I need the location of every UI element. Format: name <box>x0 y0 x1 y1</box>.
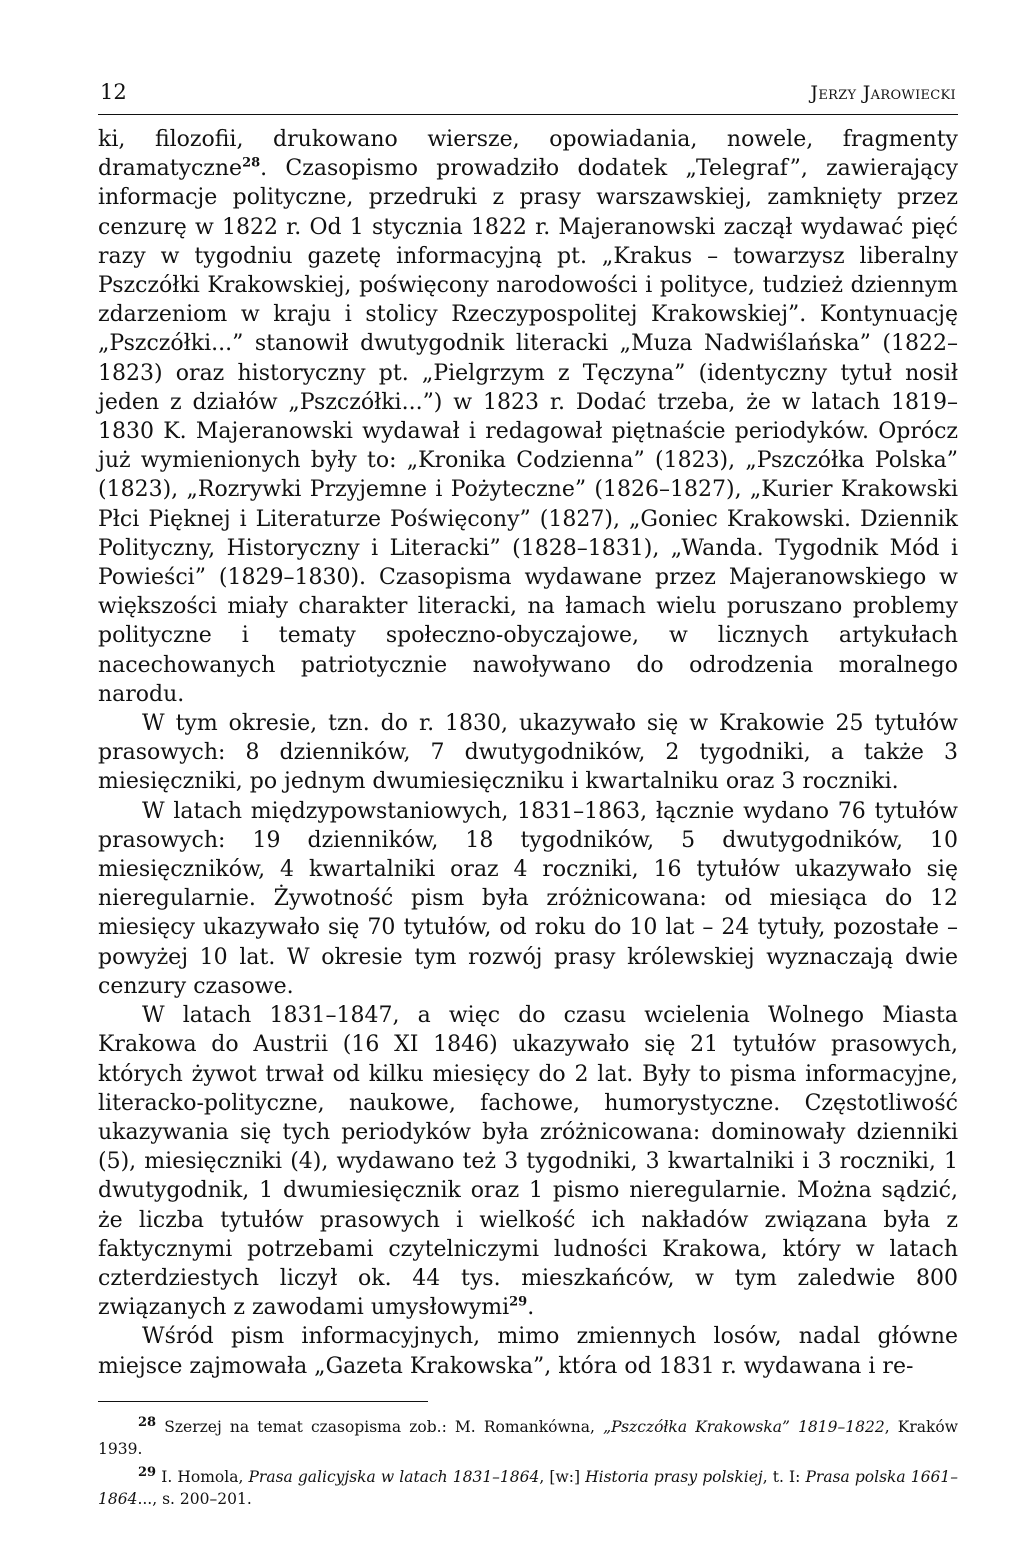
footnote-text: , t. I: <box>762 1467 806 1486</box>
paragraph-text: Wśród pism informacyjnych, mimo zmiennych losów, nadal główne miejsce zajmowała „Gazeta Krakowska”, która od 1831 r. wydawana i re- <box>98 1324 958 1379</box>
paragraph-text: W latach 1831–1847, a więc do czasu wcielenia Wolnego Miasta Krakowa do Austrii (16 XI 1846) ukazywało się 21 tytułów prasowych, których żywot trwał od kilku miesięcy do 2 lat. Były to pisma informacyjne, literacko-polityczne, naukowe, fachowe, humorystyczne. Częstotliwość ukazywania się tych periodyków była zróżnicowana: dominowały dzienniki (5), miesięczniki (4), wydawano też 3 tygodniki, 3 kwartalniki i 3 roczniki, 1 dwutygodnik, 1 dwumiesięcznik oraz 1 pismo nieregularnie. Można sądzić, że liczba tytułów prasowych i wielkość ich nakładów związana była z faktycznymi potrzebami czytelniczymi ludności Krakowa, który w latach czterdziestych liczył ok. 44 tys. mieszkańców, w tym zaledwie 800 związanych z zawodami umysłowymi <box>98 1003 958 1321</box>
footnote <box>98 1416 958 1460</box>
paragraph-text: ki, filozofii, drukowano wiersze, opowiadania, nowele, fragmenty dramatyczne <box>98 127 958 182</box>
footnote-ref: 28 <box>242 155 261 171</box>
footnotes <box>98 1416 958 1510</box>
paragraph <box>98 709 958 797</box>
paragraph-text: . <box>527 1295 535 1321</box>
footnote-title: Prasa galicyjska w latach 1831–1864 <box>248 1467 540 1486</box>
book-page <box>98 80 958 1516</box>
footnote-number: 29 <box>138 1464 157 1480</box>
footnote-text: I. Homola, <box>161 1467 249 1486</box>
footnote-text: , Kraków 1939. <box>98 1417 959 1458</box>
paragraph-text: W tym okresie, tzn. do r. 1830, ukazywało się w Krakowie 25 tytułów prasowych: 8 dzienników, 7 dwutygodników, 2 tygodniki, a także 3 miesięczniki, po jednym dwumiesięczniku i kwartalniku oraz 3 roczniki. <box>98 711 958 795</box>
footnote-separator <box>98 1401 428 1402</box>
paragraph-text: W latach międzypowstaniowych, 1831–1863, łącznie wydano 76 tytułów prasowych: 19 dzienników, 18 tygodników, 5 dwutygodników, 10 miesięczników, 4 kwartalniki oraz 4 roczniki, 16 tytułów ukazywało się nieregularnie. Żywotność pism była zróżnicowana: od miesiąca do 12 miesięcy ukazywało się 70 tytułów, od roku do 10 lat – 24 tytuły, pozostałe – powyżej 10 lat. W okresie tym rozwój prasy królewskiej wyznaczają dwie cenzury czasowe. <box>98 798 958 999</box>
page-number: 12 <box>100 80 127 104</box>
footnote-title: Prasa polska 1661–1864 <box>98 1467 958 1508</box>
footnote-title: „Pszczółka Krakowska” 1819–1822 <box>603 1417 885 1436</box>
paragraph <box>98 797 958 1001</box>
footnote-ref: 29 <box>509 1294 528 1310</box>
footnote-title: Historia prasy polskiej <box>585 1467 763 1486</box>
paragraph <box>98 1322 958 1380</box>
paragraph <box>98 125 958 709</box>
footnote-text: Szerzej na temat czasopisma zob.: M. Romankówna, <box>164 1417 604 1436</box>
page-header <box>98 80 958 115</box>
running-head: Jerzy Jarowiecki <box>810 82 956 104</box>
footnote-number: 28 <box>138 1414 157 1430</box>
paragraph <box>98 1001 958 1322</box>
paragraph-text: . Czasopismo prowadziło dodatek „Telegraf”, zawierający informacje polityczne, przedruki z prasy warszawskiej, zamknięty przez cenzurę w 1822 r. Od 1 stycznia 1822 r. Majeranowski zaczął wydawać pięć razy w tygodniu gazetę informacyjną pt. „Krakus – towarzysz liberalny Pszczółki Krakowskiej, poświęcony narodowości i polityce, tudzież dziennym zdarzeniom w kraju i stolicy Rzeczypospolitej Krakowskiej”. Kontynuację „Pszczółki...” stanowił dwutygodnik literacki „Muza Nadwiślańska” (1822–1823) oraz historyczny pt. „Pielgrzym z Tęczyna” (identyczny tytuł nosił jeden z działów „Pszczółki...”) w 1823 r. Dodać trzeba, że w latach 1819–1830 K. Majeranowski wydawał i redagował piętnaście periodyków. Oprócz już wymienionych były to: „Kronika Codzienna” (1823), „Pszczółka Polska” (1823), „Rozrywki Przyjemne i Pożyteczne” (1826–1827), „Kurier Krakowski Płci Pięknej i Literaturze Poświęcony” (1827), „Goniec Krakowski. Dziennik Polityczny, Historyczny i Literacki” (1828–1831), „Wanda. Tygodnik Mód i Powieści” (1829–1830). Czasopisma wydawane przez Majeranowskiego w większości miały charakter literacki, na łamach wielu poruszano problemy polityczne i tematy społeczno-obyczajowe, w licznych artykułach nacechowanych patriotycznie nawoływano do odrodzenia moralnego narodu. <box>98 156 958 707</box>
footnote-text: , [w:] <box>539 1467 586 1486</box>
footnote <box>98 1466 958 1510</box>
footnote-text: ..., s. 200–201. <box>137 1489 252 1508</box>
main-text <box>98 125 958 1381</box>
